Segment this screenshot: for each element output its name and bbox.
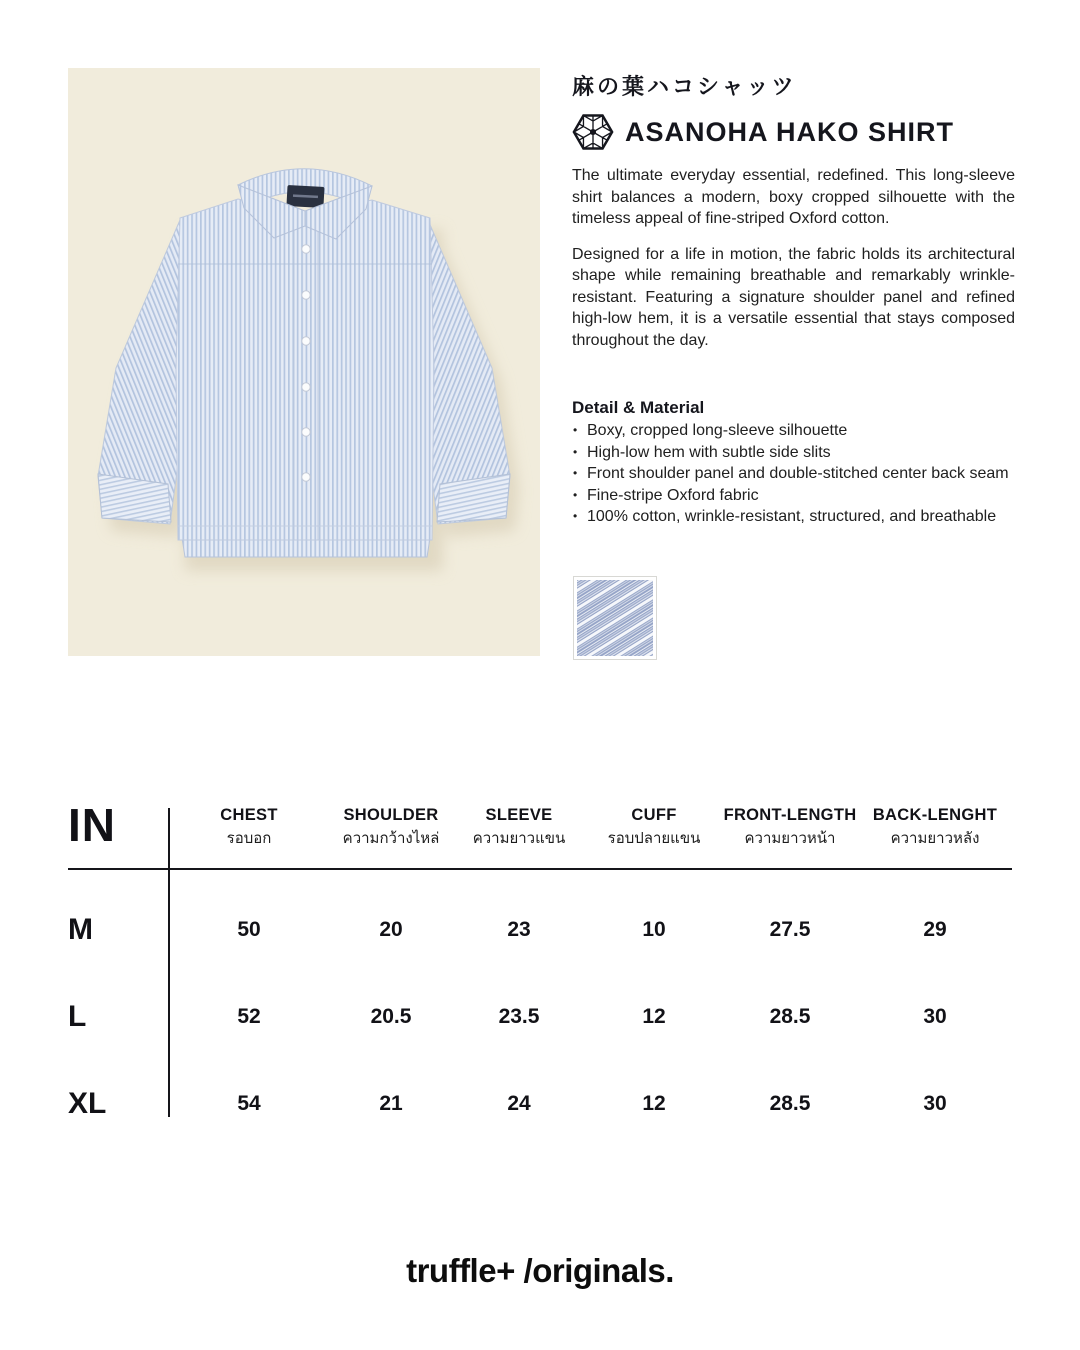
- detail-item: • High-low hem with subtle side slits: [572, 442, 1015, 464]
- value-back-length: 30: [923, 1005, 947, 1028]
- product-title-japanese: 麻の葉ハコシャッツ: [572, 74, 797, 99]
- detail-item: • 100% cotton, wrinkle-resistant, structured, and breathable: [572, 506, 1015, 528]
- asanoha-hexagon-icon: [572, 111, 614, 153]
- value-front-length: 27.5: [769, 918, 811, 941]
- details-list: [572, 420, 1015, 528]
- value-sleeve: 24: [507, 1092, 531, 1115]
- detail-item: • Boxy, cropped long-sleeve silhouette: [572, 420, 1015, 442]
- fabric-swatch-image: [573, 576, 657, 660]
- size-chart: [68, 795, 1012, 1135]
- product-photo: [68, 68, 540, 656]
- size-row-xl: [68, 1064, 1012, 1144]
- value-back-length: 29: [923, 918, 947, 941]
- value-chest: 54: [237, 1092, 261, 1115]
- table-header-divider: [68, 868, 1012, 870]
- column-header-back-length: BACK-LENGHT ความยาวหลัง: [872, 806, 998, 847]
- value-cuff: 12: [642, 1092, 666, 1115]
- size-row-m: [68, 890, 1012, 970]
- value-chest: 52: [237, 1005, 261, 1028]
- unit-label: IN: [68, 799, 116, 851]
- column-header-shoulder: SHOULDER ความกว้างไหล่: [342, 806, 440, 847]
- column-header-chest: CHEST รอบอก: [220, 806, 278, 847]
- size-label: XL: [68, 1087, 107, 1120]
- value-shoulder: 20: [379, 918, 403, 941]
- product-description-1: The ultimate everyday essential, redefined. This long-sleeve shirt balances a modern, boxy cropped silhouette with the timeless appeal of fine-striped Oxford cotton.: [572, 167, 1015, 227]
- size-label: L: [68, 1000, 87, 1033]
- value-sleeve: 23: [507, 918, 531, 941]
- column-header-cuff: CUFF รอบปลายแขน: [607, 806, 701, 847]
- brand-logo: truffle+ /originals.: [406, 1252, 674, 1289]
- product-description-2: Designed for a life in motion, the fabric holds its architectural shape while remaining breathable and remarkably wrinkle-resistant. Featuring a signature shoulder panel and refined high-low hem, it is a versatile essential that stays composed throughout the day.: [572, 245, 1015, 349]
- product-info-panel: [572, 70, 1015, 528]
- column-header-sleeve: SLEEVE ความยาวแขน: [472, 806, 566, 847]
- value-front-length: 28.5: [769, 1092, 811, 1115]
- value-chest: 50: [237, 918, 261, 941]
- value-back-length: 30: [923, 1092, 947, 1115]
- details-heading: Detail & Material: [572, 398, 705, 417]
- value-cuff: 10: [642, 918, 666, 941]
- size-chart-header-row: [68, 795, 1012, 850]
- value-shoulder: 20.5: [370, 1005, 412, 1028]
- value-shoulder: 21: [379, 1092, 403, 1115]
- column-header-front-length: FRONT-LENGTH ความยาวหน้า: [723, 806, 857, 847]
- size-row-l: [68, 977, 1012, 1057]
- detail-item: • Fine-stripe Oxford fabric: [572, 485, 1015, 507]
- value-sleeve: 23.5: [498, 1005, 540, 1028]
- value-cuff: 12: [642, 1005, 666, 1028]
- detail-item: • Front shoulder panel and double-stitched center back seam: [572, 463, 1015, 485]
- size-label: M: [68, 913, 93, 946]
- value-front-length: 28.5: [769, 1005, 811, 1028]
- product-title: ASANOHA HAKO SHIRT: [625, 116, 955, 147]
- shirt-flat-lay-image: [68, 68, 540, 656]
- product-title-row: [572, 111, 1015, 153]
